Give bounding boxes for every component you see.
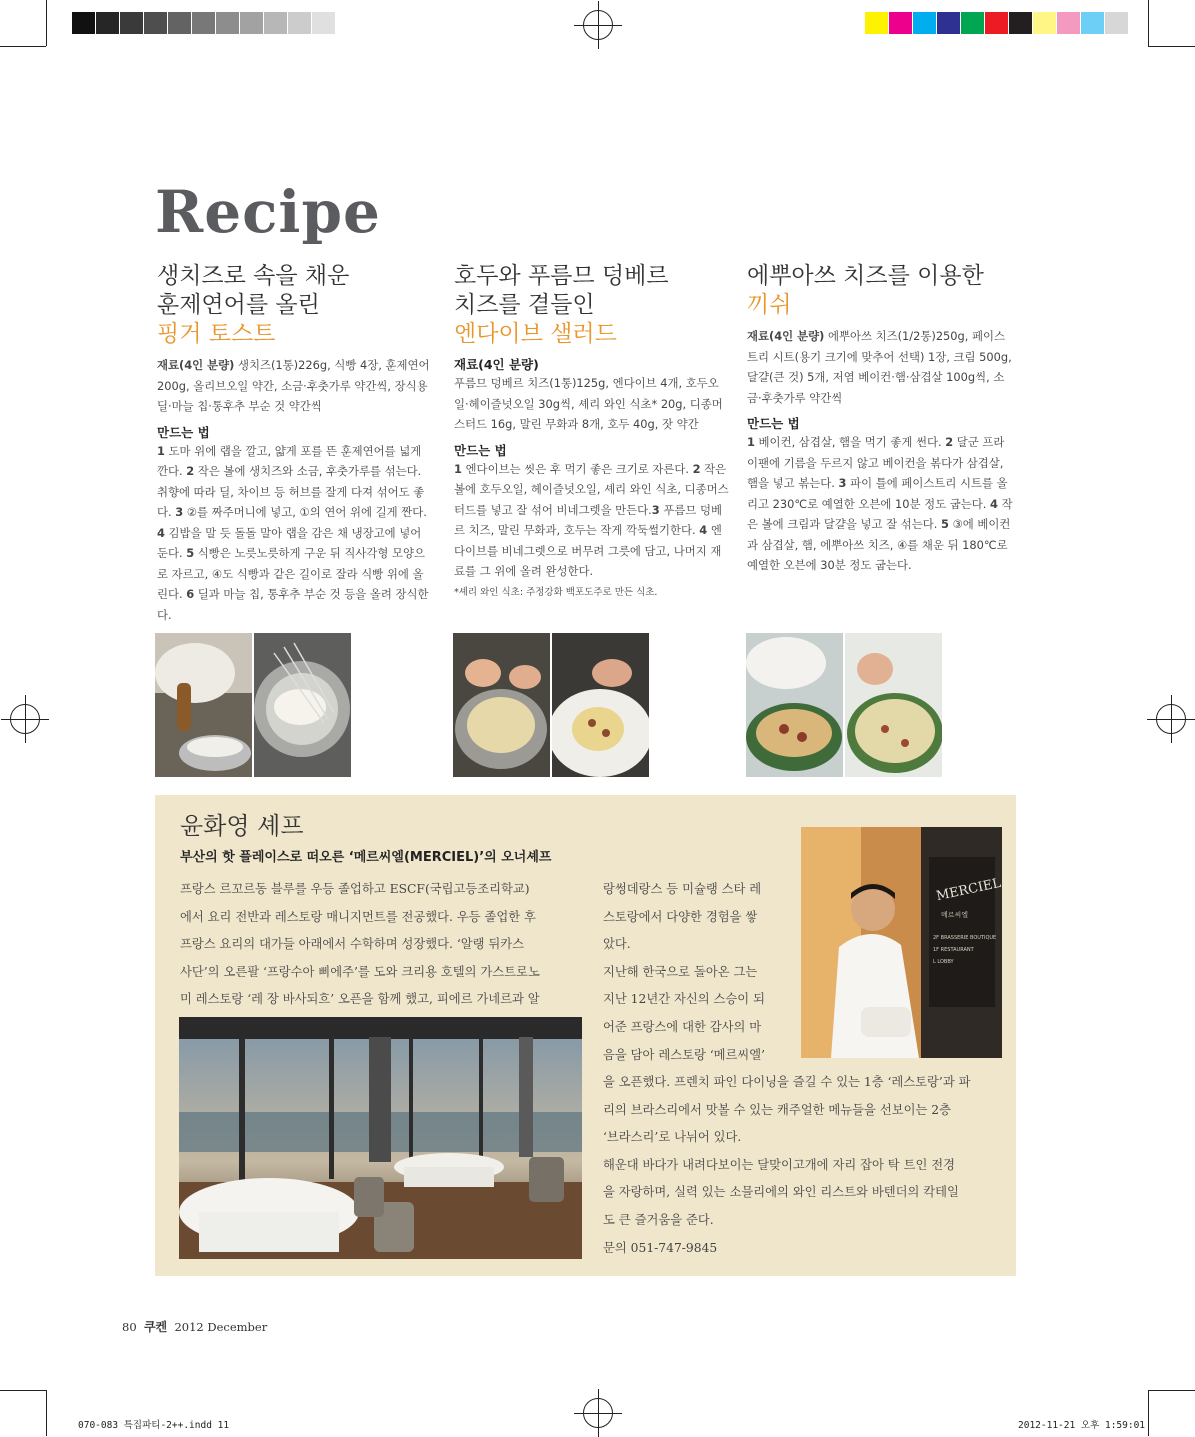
text-line: 을 오픈했다. 프렌치 파인 다이닝을 즐길 수 있는 1층 ‘레스토랑’과 파 — [603, 1075, 971, 1089]
color-swatch — [1081, 12, 1105, 34]
text-line: 지난 12년간 자신의 스승이 되 — [603, 992, 765, 1007]
photo-filling-pie — [746, 633, 843, 777]
sign-korean: 메르씨엘 — [941, 911, 969, 919]
chef-portrait-photo — [801, 827, 1002, 1058]
color-swatch — [1033, 12, 1057, 34]
registration-mark-top — [583, 10, 613, 40]
text-line: 랑썽데랑스 등 미슐랭 스타 레 — [603, 882, 762, 896]
chef-bio-right-wide — [603, 1069, 1003, 1262]
sign-brand: MERCIEL — [934, 875, 1002, 905]
chef-bio-right-narrow — [603, 876, 793, 1069]
sign-floor-2f: 2F BRASSERIE BOUTIQUE — [933, 935, 997, 941]
ingredients-text: 푸름므 덩베르 치즈(1통)125g, 엔다이브 4개, 호두오일·헤이즐넛오일 30g씩, 셰리 와인 식초* 20g, 디종머스터드 16g, 말린 무화과 8개, 호두 40g, 잣 약간 — [454, 376, 723, 431]
contact-line: 문의 051-747-9845 — [603, 1240, 718, 1255]
recipe-title-line: 호두와 푸름므 덩베르 — [454, 263, 669, 289]
recipe-quiche — [747, 262, 1013, 576]
color-swatch — [913, 12, 937, 34]
method-label: 만드는 법 — [157, 424, 210, 440]
color-swatch — [216, 12, 240, 34]
color-swatch — [120, 12, 144, 34]
ingredients-label: 재료(4인 분량) — [454, 357, 539, 372]
color-swatch — [192, 12, 216, 34]
method-text: 1 베이컨, 삼겹살, 햄을 먹기 좋게 썬다. 2 달군 프라이팬에 기름을 두르지 않고 베이컨을 볶다가 삼겹살, 햄을 넣고 볶는다. 3 파이 틀에 페이스트리 시트를 올리고 230℃로 예열한 오븐에 10분 정도 굽는다. 4 작은 볼에 크림과 달걀을 넣고 잘 섞는다. 5 ③에 베이컨과 삼겹살, 햄, 에뿌아쓰 치즈, ④를 채운 뒤 180℃로 예열한 오븐에 30분 정도 굽는다. — [747, 435, 1013, 572]
registration-mark-right — [1156, 704, 1186, 734]
recipe-title-line: 훈제연어를 올린 — [157, 292, 320, 318]
color-swatch — [312, 12, 336, 34]
registration-mark-left — [10, 704, 40, 734]
color-swatch — [1105, 12, 1129, 34]
text-line: 리의 브라스리에서 맛볼 수 있는 캐주얼한 메뉴들을 선보이는 2층 — [603, 1102, 951, 1117]
ingredients-text: 재료(4인 분량) 에뿌아쓰 치즈(1/2통)250g, 페이스트리 시트(용기 크기에 맞추어 선택) 1장, 크림 500g, 달걀(큰 것) 5개, 저염 베이컨·햄·삼겹살 100g씩, 소금·후춧가루 약간씩 — [747, 329, 1012, 405]
color-swatch — [865, 12, 889, 34]
color-swatch — [168, 12, 192, 34]
recipe-endive-salad — [454, 262, 729, 598]
method-text: 1 도마 위에 랩을 깔고, 얇게 포를 뜬 훈제연어를 넓게 깐다. 2 작은 볼에 생치즈와 소금, 후춧가루를 섞는다. 취향에 따라 딜, 차이브 등 허브를 잘게 다져 섞어도 좋다. 3 ②를 짜주머니에 넣고, ①의 연어 위에 길게 짠다. 4 김밥을 말 듯 돌돌 말아 랩을 감은 채 냉장고에 넣어둔다. 5 식빵은 노릇노릇하게 구운 뒤 직사각형 모양으로 자르고, ④도 식빵과 같은 길이로 잘라 식빵 위에 올린다. 6 딜과 마늘 칩, 통후추 부순 것 등을 올려 장식한다. — [157, 443, 429, 622]
sign-floor-1f: 1F RESTAURANT — [933, 947, 974, 953]
method-label: 만드는 법 — [454, 442, 507, 458]
color-swatch — [264, 12, 288, 34]
issue-date: 2012 December — [174, 1320, 268, 1334]
color-swatch — [961, 12, 985, 34]
sign-floor-lobby: L LOBBY — [933, 959, 954, 965]
page-number: 80 — [122, 1320, 137, 1334]
method-text: 1 엔다이브는 씻은 후 먹기 좋은 크기로 자른다. 2 작은 볼에 호두오일, 헤이즐넛오일, 셰리 와인 식초, 디종머스터드를 넣고 잘 섞어 비네그렛을 만든다.3 푸름므 덩베르 치즈, 말린 무화과, 호두는 작게 깍둑썰기한다. 4 엔다이브를 비네그렛으로 버무려 그릇에 담고, 나머지 재료를 그 위에 올려 완성한다. — [454, 461, 729, 578]
process-color-bar — [865, 12, 1129, 34]
page-folio — [122, 1318, 267, 1335]
color-swatch — [1057, 12, 1081, 34]
text-line: 음을 담아 레스토랑 ‘메르씨엘’ — [603, 1047, 766, 1062]
color-swatch — [96, 12, 120, 34]
section-heading: Recipe — [155, 178, 381, 246]
text-line: 프랑스 요리의 대가들 아래에서 수학하며 성장했다. ‘알랭 뒤카스 — [180, 937, 525, 952]
recipe-title-accent: 핑거 토스트 — [157, 321, 276, 347]
text-line: 도 큰 즐거움을 준다. — [603, 1212, 714, 1227]
color-swatch — [240, 12, 264, 34]
color-swatch — [937, 12, 961, 34]
text-line: 어준 프랑스에 대한 감사의 마 — [603, 1019, 762, 1034]
text-line: 미 레스토랑 ‘레 장 바사되흐’ 오픈을 함께 했고, 피에르 가네르과 알 — [180, 992, 540, 1007]
photo-pouring-cream — [845, 633, 942, 777]
text-line: 해운대 바다가 내려다보이는 달맞이고개에 자리 잡아 탁 트인 전경 — [603, 1157, 955, 1172]
registration-mark-bottom — [583, 1398, 613, 1428]
recipe-title-line: 생치즈로 속을 채운 — [157, 263, 350, 289]
text-line: 사단’의 오른팔 ‘프랑수아 삐에주’를 도와 크리용 호텔의 가스트로노 — [180, 964, 540, 979]
photo-whisking-cheese — [254, 633, 351, 777]
footnote: *셰리 와인 식초: 주정강화 백포도주로 만든 식초. — [454, 586, 658, 598]
chef-bio-left — [180, 876, 590, 1014]
gray-color-bar — [72, 12, 336, 34]
text-line: ‘브라스리’로 나뉘어 있다. — [603, 1130, 742, 1145]
ingredients-text: 재료(4인 분량) 생치즈(1통)226g, 식빵 4장, 훈제연어 200g, 올리브오일 약간, 소금·후춧가루 약간씩, 장식용 딜·마늘 칩·통후추 부순 것 약간씩 — [157, 358, 430, 413]
recipe-title-line: 치즈를 곁들인 — [454, 292, 595, 318]
chef-subtitle: 부산의 핫 플레이스로 떠오른 ‘메르씨엘(MERCIEL)’의 오너셰프 — [180, 850, 552, 865]
text-line: 지난해 한국으로 돌아온 그는 — [603, 964, 758, 979]
photo-pepper-grinding — [155, 633, 252, 777]
text-line: 았다. — [603, 937, 631, 952]
chef-name: 윤화영 셰프 — [180, 812, 304, 840]
method-label: 만드는 법 — [747, 416, 800, 431]
color-swatch — [985, 12, 1009, 34]
recipe-title-accent: 엔다이브 샐러드 — [454, 321, 617, 347]
text-line: 프랑스 르꼬르동 블루를 우등 졸업하고 ESCF(국립고등조리학교) — [180, 882, 530, 896]
text-line: 스토랑에서 다양한 경험을 쌓 — [603, 909, 758, 924]
magazine-name: 쿠켄 — [143, 1320, 168, 1334]
photo-tossing-endive — [453, 633, 550, 777]
recipe-title-line: 에뿌아쓰 치즈를 이용한 — [747, 263, 984, 289]
print-timestamp: 2012-11-21 오후 1:59:01 — [1018, 1420, 1146, 1431]
restaurant-interior-photo — [179, 1017, 582, 1259]
text-line: 에서 요리 전반과 레스토랑 매니지먼트를 전공했다. 우등 졸업한 후 — [180, 909, 536, 924]
recipe-finger-toast — [157, 262, 432, 625]
color-swatch — [889, 12, 913, 34]
file-slug: 070-083 특집파티-2++.indd 11 — [78, 1420, 230, 1431]
text-line: 을 자랑하며, 실력 있는 소믈리에의 와인 리스트와 바텐더의 칵테일 — [603, 1185, 959, 1200]
color-swatch — [1009, 12, 1033, 34]
photo-plating-salad — [552, 633, 649, 777]
color-swatch — [288, 12, 312, 34]
color-swatch — [144, 12, 168, 34]
recipe-title-accent: 끼쉬 — [747, 292, 792, 318]
color-swatch — [72, 12, 96, 34]
